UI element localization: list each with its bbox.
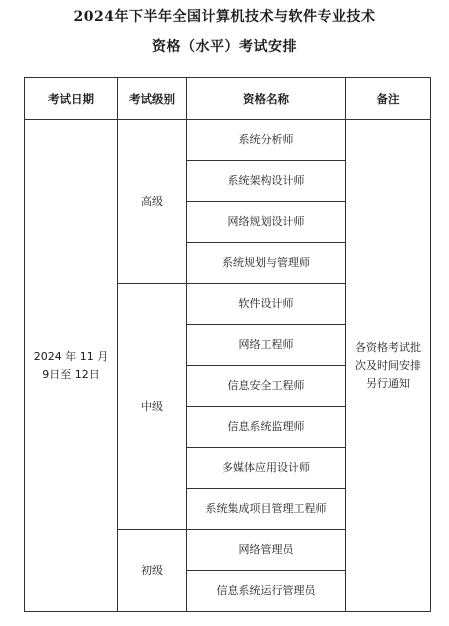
exam-schedule-table bbox=[24, 77, 431, 612]
table-header-row bbox=[25, 78, 431, 120]
document-title-line-1: 2024年下半年全国计算机技术与软件专业技术 bbox=[73, 9, 376, 25]
qualification-name-cell: 信息系统运行管理员 bbox=[187, 571, 346, 612]
qualification-name-cell: 信息系统监理师 bbox=[187, 407, 346, 448]
exam-date-line-2: 9日至 12日 bbox=[42, 367, 100, 381]
qualification-name-cell: 系统规划与管理师 bbox=[187, 243, 346, 284]
level-cell-junior: 初级 bbox=[118, 530, 187, 612]
header-qualification-name: 资格名称 bbox=[187, 78, 346, 120]
qualification-name-cell: 网络规划设计师 bbox=[187, 202, 346, 243]
qualification-name-cell: 信息安全工程师 bbox=[187, 366, 346, 407]
qualification-name-cell: 系统架构设计师 bbox=[187, 161, 346, 202]
header-exam-level: 考试级别 bbox=[118, 78, 187, 120]
qualification-name-cell: 软件设计师 bbox=[187, 284, 346, 325]
header-remarks: 备注 bbox=[346, 78, 431, 120]
level-cell-senior: 高级 bbox=[118, 120, 187, 284]
header-exam-date: 考试日期 bbox=[25, 78, 118, 120]
qualification-name-cell: 系统分析师 bbox=[187, 120, 346, 161]
qualification-name-cell: 网络工程师 bbox=[187, 325, 346, 366]
remarks-line-2: 次及时间安排 bbox=[355, 358, 421, 372]
exam-date-line-1: 2024 年 11 月 bbox=[33, 349, 109, 363]
qualification-name-cell: 多媒体应用设计师 bbox=[187, 448, 346, 489]
qualification-name-cell: 网络管理员 bbox=[187, 530, 346, 571]
remarks-line-1: 各资格考试批 bbox=[355, 340, 421, 354]
qualification-name-cell: 系统集成项目管理工程师 bbox=[187, 489, 346, 530]
exam-date-cell bbox=[25, 120, 118, 612]
remarks-cell bbox=[346, 120, 431, 612]
level-cell-intermediate: 中级 bbox=[118, 284, 187, 530]
document-title-line-2: 资格（水平）考试安排 bbox=[152, 39, 297, 55]
remarks-line-3: 另行通知 bbox=[366, 376, 410, 390]
table-row bbox=[25, 120, 431, 161]
